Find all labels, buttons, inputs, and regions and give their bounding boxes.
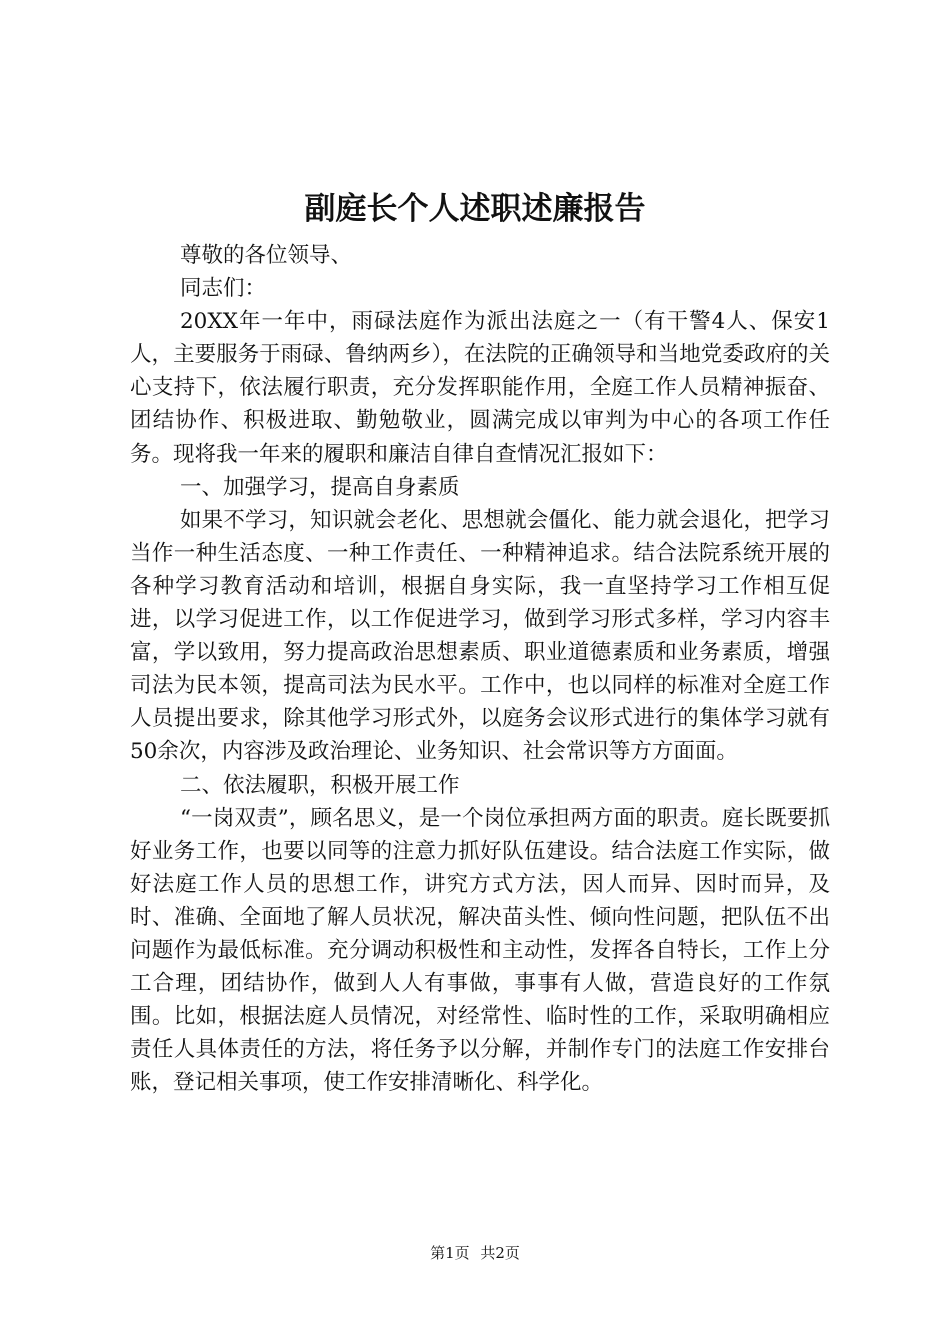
section-2-heading: 二、依法履职，积极开展工作 [180, 772, 460, 798]
page-footer [0, 1243, 950, 1263]
document-title: 副庭长个人述职述廉报告 [304, 191, 646, 227]
section-1-heading: 一、加强学习，提高自身素质 [180, 474, 460, 500]
intro-paragraph: 20XX年一年中，雨碌法庭作为派出法庭之一（有干警4人、保安1人，主要服务于雨碌、鲁纳两乡），在法院的正确领导和当地党委政府的关心支持下，依法履行职责，充分发挥职能作用，全庭工作人员精神振奋、团结协作、积极进取、勤勉敬业，圆满完成以审判为中心的各项工作任务。现将我一年来的履职和廉洁自律自查情况汇报如下： [130, 309, 830, 467]
document-body [130, 239, 830, 1099]
section-1-paragraph: 如果不学习，知识就会老化、思想就会僵化、能力就会退化，把学习当作一种生活态度、一种工作责任、一种精神追求。结合法院系统开展的各种学习教育活动和培训，根据自身实际，我一直坚持学习工作相互促进，以学习促进工作，以工作促进学习，做到学习形式多样，学习内容丰富，学以致用，努力提高政治思想素质、职业道德素质和业务素质，增强司法为民本领，提高司法为民水平。工作中，也以同样的标准对全庭工作人员提出要求，除其他学习形式外，以庭务会议形式进行的集体学习就有50余次，内容涉及政治理论、业务知识、社会常识等方方面面。 [130, 507, 830, 765]
page-number: 第1页 [430, 1244, 470, 1262]
salutation-line-1: 尊敬的各位领导、 [180, 243, 353, 268]
section-2-paragraph: “一岗双责”，顾名思义，是一个岗位承担两方面的职责。庭长既要抓好业务工作，也要以同等的注意力抓好队伍建设。结合法庭工作实际，做好法庭工作人员的思想工作，讲究方式方法，因人而异、因时而异，及时、准确、全面地了解人员状况，解决苗头性、倾向性问题，把队伍不出问题作为最低标准。充分调动积极性和主动性，发挥各自特长，工作上分工合理，团结协作，做到人人有事做，事事有人做，营造良好的工作氛围。比如，根据法庭人员情况，对经常性、临时性的工作，采取明确相应责任人具体责任的方法，将任务予以分解，并制作专门的法庭工作安排台账，登记相关事项，使工作安排清晰化、科学化。 [130, 805, 830, 1096]
salutation-line-2: 同志们： [180, 276, 267, 302]
page-total: 共2页 [480, 1244, 520, 1262]
